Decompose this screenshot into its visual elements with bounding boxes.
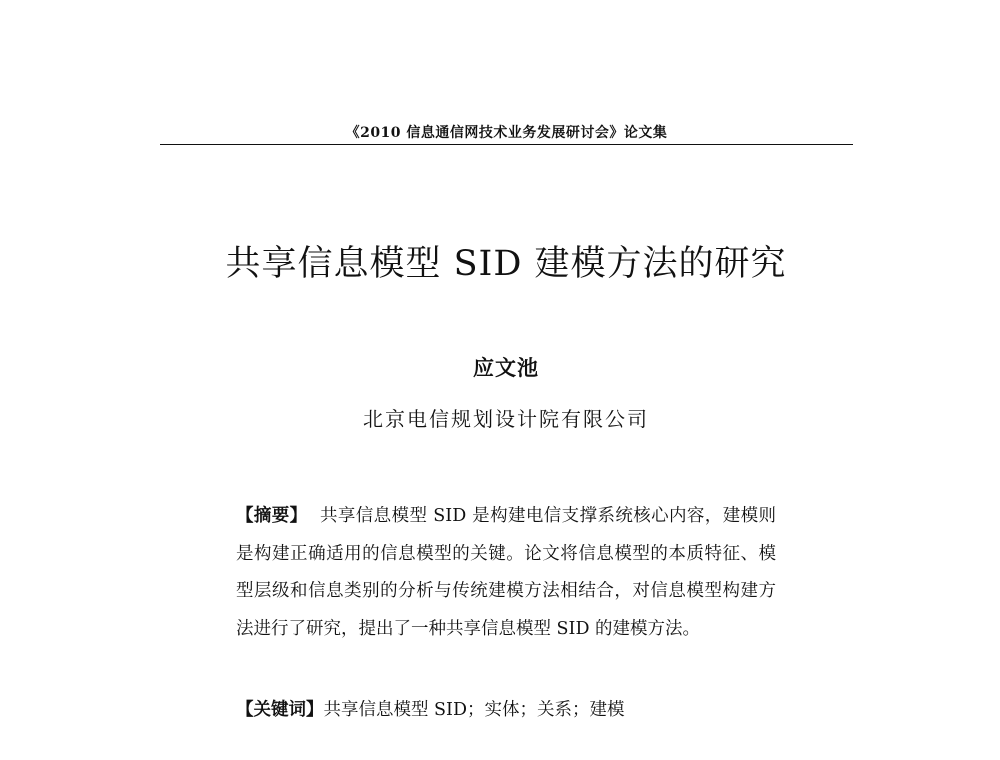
abstract-section bbox=[236, 498, 776, 648]
abstract-label: 【摘要】 bbox=[236, 506, 308, 526]
abstract-paragraph bbox=[236, 498, 776, 648]
running-header: 《2010 信息通信网技术业务发展研讨会》论文集 bbox=[345, 125, 668, 141]
paper-title: 共享信息模型 SID 建模方法的研究 bbox=[225, 244, 787, 284]
author-affiliation: 北京电信规划设计院有限公司 bbox=[363, 407, 649, 431]
keywords-label: 【关键词】 bbox=[236, 700, 324, 720]
abstract-text: 共享信息模型 SID 是构建电信支撑系统核心内容，建模则是构建正确适用的信息模型的关键。论文将信息模型的本质特征、模型层级和信息类别的分析与传统建模方法相结合，对信息模型构建方法进行了研究，提出了一种共享信息模型 SID 的建模方法。 bbox=[236, 506, 776, 639]
keywords-section bbox=[236, 695, 776, 725]
header-rule bbox=[160, 144, 853, 145]
author-name: 应文池 bbox=[473, 355, 539, 380]
keywords-text: 共享信息模型 SID；实体；关系；建模 bbox=[323, 700, 625, 720]
